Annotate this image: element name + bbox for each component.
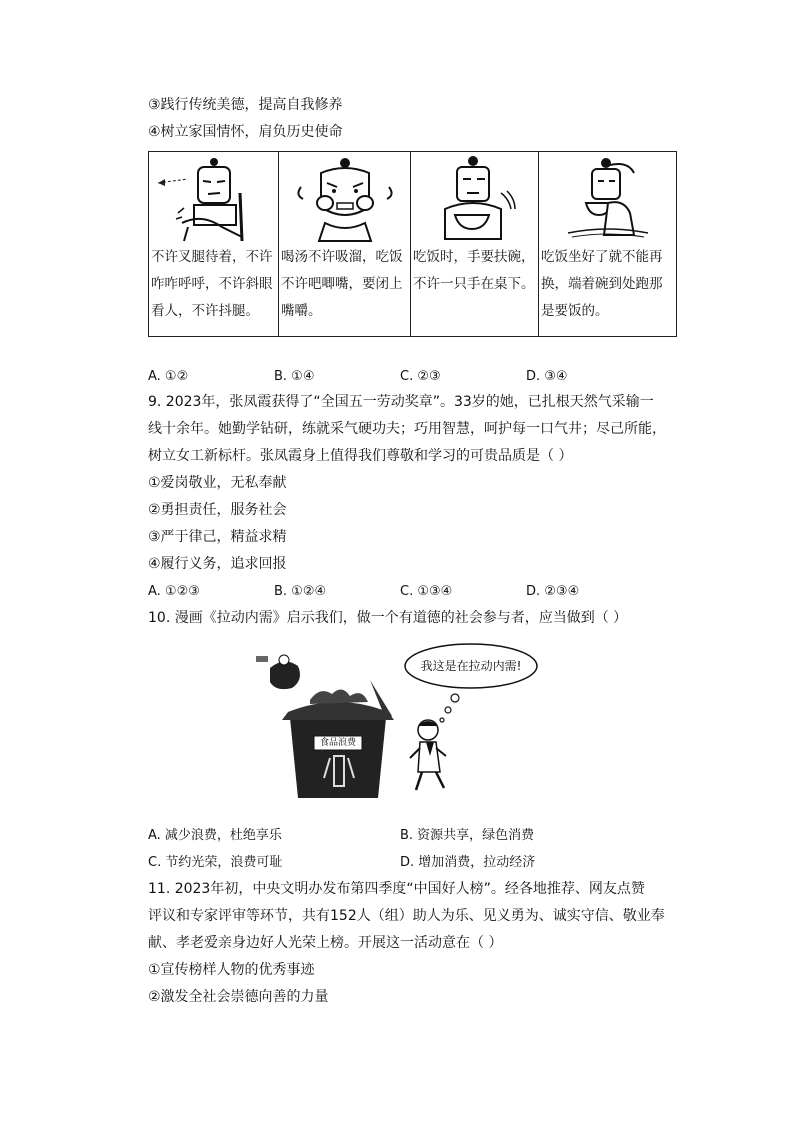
q9-option-a[interactable]: A. ①②③ [148, 584, 200, 599]
q10-stem: 10. 漫画《拉动内需》启示我们，做一个有道德的社会参与者，应当做到（ ） [148, 610, 628, 626]
person-sitting-cross-legged-icon [149, 152, 278, 244]
q8-item-3: ③践行传统美德，提高自我修养 [148, 97, 343, 113]
cartoon-caption: 不许叉腿待着，不许咋咋呼呼，不许斜眼看人，不许抖腿。 [151, 249, 273, 319]
q9-item-1: ①爱岗敬业，无私奉献 [148, 475, 287, 491]
q9-stem-line-1: 9. 2023年，张凤霞获得了“全国五一劳动奖章”。33岁的她，已扎根天然气采输一 [148, 394, 654, 410]
q10-option-d[interactable]: D. 增加消费，拉动经济 [400, 855, 536, 870]
q11-item-1: ①宣传榜样人物的优秀事迹 [148, 962, 315, 978]
q8-option-b[interactable]: B. ①④ [274, 369, 315, 384]
person-cheeks-puffed-icon [279, 152, 410, 244]
q8-option-d[interactable]: D. ③④ [526, 369, 568, 384]
cartoon-cell-2 [279, 152, 411, 337]
q10-option-b[interactable]: B. 资源共享，绿色消费 [400, 828, 535, 843]
q8-option-a[interactable]: A. ①② [148, 369, 189, 384]
q11-stem-line-1: 11. 2023年初，中央文明办发布第四季度“中国好人榜”。经各地推荐、网友点赞 [148, 881, 645, 897]
q11-stem-line-2: 评议和专家评审等环节，共有152人（组）助人为乐、见义勇为、诚实守信、敬业奉 [148, 908, 665, 924]
q9-item-2: ②勇担责任，服务社会 [148, 502, 287, 518]
cartoon-caption: 吃饭时，手要扶碗，不许一只手在桌下。 [413, 249, 535, 292]
cartoon-caption: 喝汤不许吸溜，吃饭不许吧唧嘴，要闭上嘴嚼。 [281, 249, 403, 319]
q10-option-c[interactable]: C. 节约光荣，浪费可耻 [148, 855, 283, 870]
q9-item-3: ③严于律己，精益求精 [148, 529, 287, 545]
q9-option-c[interactable]: C. ①③④ [400, 584, 453, 599]
cartoon-table [148, 151, 677, 337]
q9-option-d[interactable]: D. ②③④ [526, 584, 580, 599]
q9-stem-line-3: 树立女工新标杆。张凤霞身上值得我们尊敬和学习的可贵品质是（ ） [148, 448, 573, 464]
cartoon-cell-4 [539, 152, 677, 337]
q9-item-4: ④履行义务，追求回报 [148, 556, 287, 572]
q11-stem-line-3: 献、孝老爱亲身边好人光荣上榜。开展这一活动意在（ ） [148, 935, 503, 951]
cartoon-caption: 吃饭坐好了就不能再换，端着碗到处跑那是要饭的。 [541, 249, 663, 319]
cartoon-cell-1 [149, 152, 279, 337]
q10-option-a[interactable]: A. 减少浪费，杜绝享乐 [148, 828, 282, 843]
q11-item-2: ②激发全社会崇德向善的力量 [148, 989, 329, 1005]
q9-option-b[interactable]: B. ①②④ [274, 584, 327, 599]
q8-item-4: ④树立家国情怀，肩负历史使命 [148, 124, 343, 140]
bin-label: 食品浪费 [319, 738, 356, 748]
person-walking-with-bowl-icon [539, 152, 676, 244]
person-holding-bowl-icon [411, 152, 538, 244]
q8-option-c[interactable]: C. ②③ [400, 369, 441, 384]
cartoon-cell-3 [411, 152, 539, 337]
q9-stem-line-2: 线十余年。她勤学钻研，练就采气硬功夫；巧用智慧，呵护每一口气井；尽己所能， [148, 421, 666, 437]
cartoon-pull-domestic-demand [250, 640, 550, 800]
speech-bubble-text: 我这是在拉动内需! [420, 659, 522, 673]
